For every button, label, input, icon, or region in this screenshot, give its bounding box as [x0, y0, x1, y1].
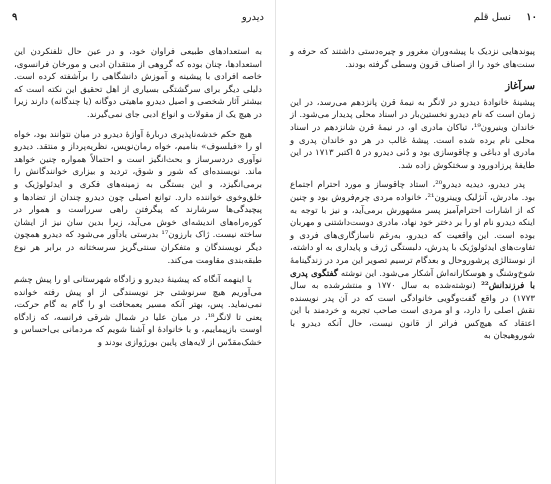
left-running-title: دیدرو [241, 12, 264, 23]
left-page-body [14, 46, 262, 354]
section-heading: سرآغاز [505, 81, 535, 93]
right-paragraph-2 [290, 179, 535, 343]
book-title-emphasis: گفتگوی پدری با فرزندانش²² [290, 268, 535, 292]
left-paragraph-1: به استعدادهای طبیعی فراوان خود، و در عین حال تلفنکردن این استعدادها، چنان بوده که گروهی از منتقدان ادبی و مورخان فرانسوی، خاصه افرادی با پیشینه و آموزش دانشگاهی را برآشفته کرده است. دلیلی دیگر برای سرگشتگی بسیاری از اهل تحقیق این نکته است که بیشتر آثار شخصی و اصیل دیدرو ماهیتی دوگانه (یا چندگانه) دارند زیرا در هیچ یک از مقولات و انواع ادبی جای نمی‌گیرند. [14, 47, 262, 120]
left-paragraph-3: با اینهمه آنگاه که پیشینهٔ دیدرو و زادگاه شهرستانی او را پیش چشم می‌آوریم هیچ سرنوشتی جز نویسندگی از او پیش رفته خوانده نمی‌نماید. پس، بهتر آنکه مسیر یعمحافت او را گام به گام حرکت، یعنی تا لانگر¹⁸، در میان علیا در شمال شرقی فرانسه، که زادگاه اوست بازپیماییم، و با خانوادهٔ او آشنا شویم که مردمانی بی‌احساس و خشک‌مقدّس از لایه‌های پایین بورژوازی بودند و [14, 275, 262, 349]
right-page-body [290, 46, 535, 347]
right-page-number: ۱۰ [526, 12, 537, 23]
left-page-number: ۹ [12, 12, 18, 23]
right-page [276, 0, 551, 484]
right-running-title: نسل قلم [473, 12, 511, 23]
right-paragraph-2-continuation: (نوشته‌شده به سال ۱۷۷۰ و منتشرشده به سال ۱۷۷۳) در واقع گفت‌وگویی خانوادگی است که در آن پدر نویسنده نقش اصلی را دارد، و او مردی است صاحب تجربه و خردمند با این اعتقاد که هیچ‌کس فراتر از قانون نیست، حال آنکه دیدرو با شوروهیجان به [290, 281, 535, 342]
right-paragraph-2-text: پدر دیدرو، دیدیه دیدرو²⁰، استاد چاقوساز و مورد احترام اجتماع بود. مادرش، آنژلیک ویینرون²¹، خانواده مردی چرم‌فروش بود و چنین که از اشارات احترام‌آمیز پسر مشهورش برمی‌آید، و نیز با توجه به اینکه دیدرو نام او را بر دختر خود نهاد، مادری دوست‌داشتنی و مهربان بوده است. این واقعیت که دیدرو، به‌رغم ناسازگاری‌های فردی و تفاوت‌های ایدئولوژیک با پدرش، دلبستگی ژرف و پایداری به او داشته، از نوستالژی پرشوروحال و بعدگام ترسیم تصویر این مرد در زندگینامهٔ شوخ‌وشنگ و هوسکارانه‌اش آشکار می‌شود. این نوشته [290, 180, 536, 279]
right-paragraph-1: پیشینهٔ خانوادهٔ دیدرو در لانگر به نیمهٔ قرن پانزدهم می‌رسد، در این زمان است که نام دیدرو نخستین‌بار در اسناد محلی پدیدار می‌شود. از خاندان وینیرون¹⁹، تیاکان مادری او، در نیمهٔ قرن شانزدهم در اسناد محلی نام برده شده است. پیشهٔ غالب در هر دو خاندان پدری و مادری او دباغی و چاقوسازی بود و دُنی دیدرو در ۵ اکتبر ۱۷۱۳ در این طایفهٔ پرزادورود و سختکوش زاده شد. [290, 97, 536, 171]
left-paragraph-2: هیچ حکم خدشه‌ناپذیری دربارهٔ آوازهٔ دیدرو در میان نتوانند بود، خواه او را «فیلسوف» بنامیم، خواه رمان‌نویس، نظریه‌پرداز و منتقد. دیدرو نوآوری دردسرساز و بحث‌انگیز است و احتمالاً همواره چنین خواهد ماند. نویسنده‌ای که شور و شوق، تردید و بیزاری خوانندگانش را برمی‌انگیزد، و این بستگی به زمینه‌های فکری و ایدئولوژیک و خلق‌وخوی خواننده دارد. توانع اصیلی چون دیدرو چندان از تضادها و پیچیدگی‌ها سرشارند که پیگرفتن راهی سرراست و هموار در کوره‌راه‌های اندیشه‌ای خوش می‌آید، زیرا بدین سان نیز از ایشان ساخته نیست. ژاک بارزون¹⁷ بدرستی یادآور می‌شود که دیدرو همچون دیگر نویسندگان و متفکران سنتی‌گریز سرسختانه در برابر هر نوع طبقه‌بندی مقاومت می‌کند. [14, 129, 263, 266]
right-intro-paragraph: پیوندهایی نزدیک با پیشه‌وران مغرور و چیره‌دستی داشتند که حرفه و سنت‌های خود را از اصناف قرون وسطی گرفته بودند. [290, 47, 535, 70]
